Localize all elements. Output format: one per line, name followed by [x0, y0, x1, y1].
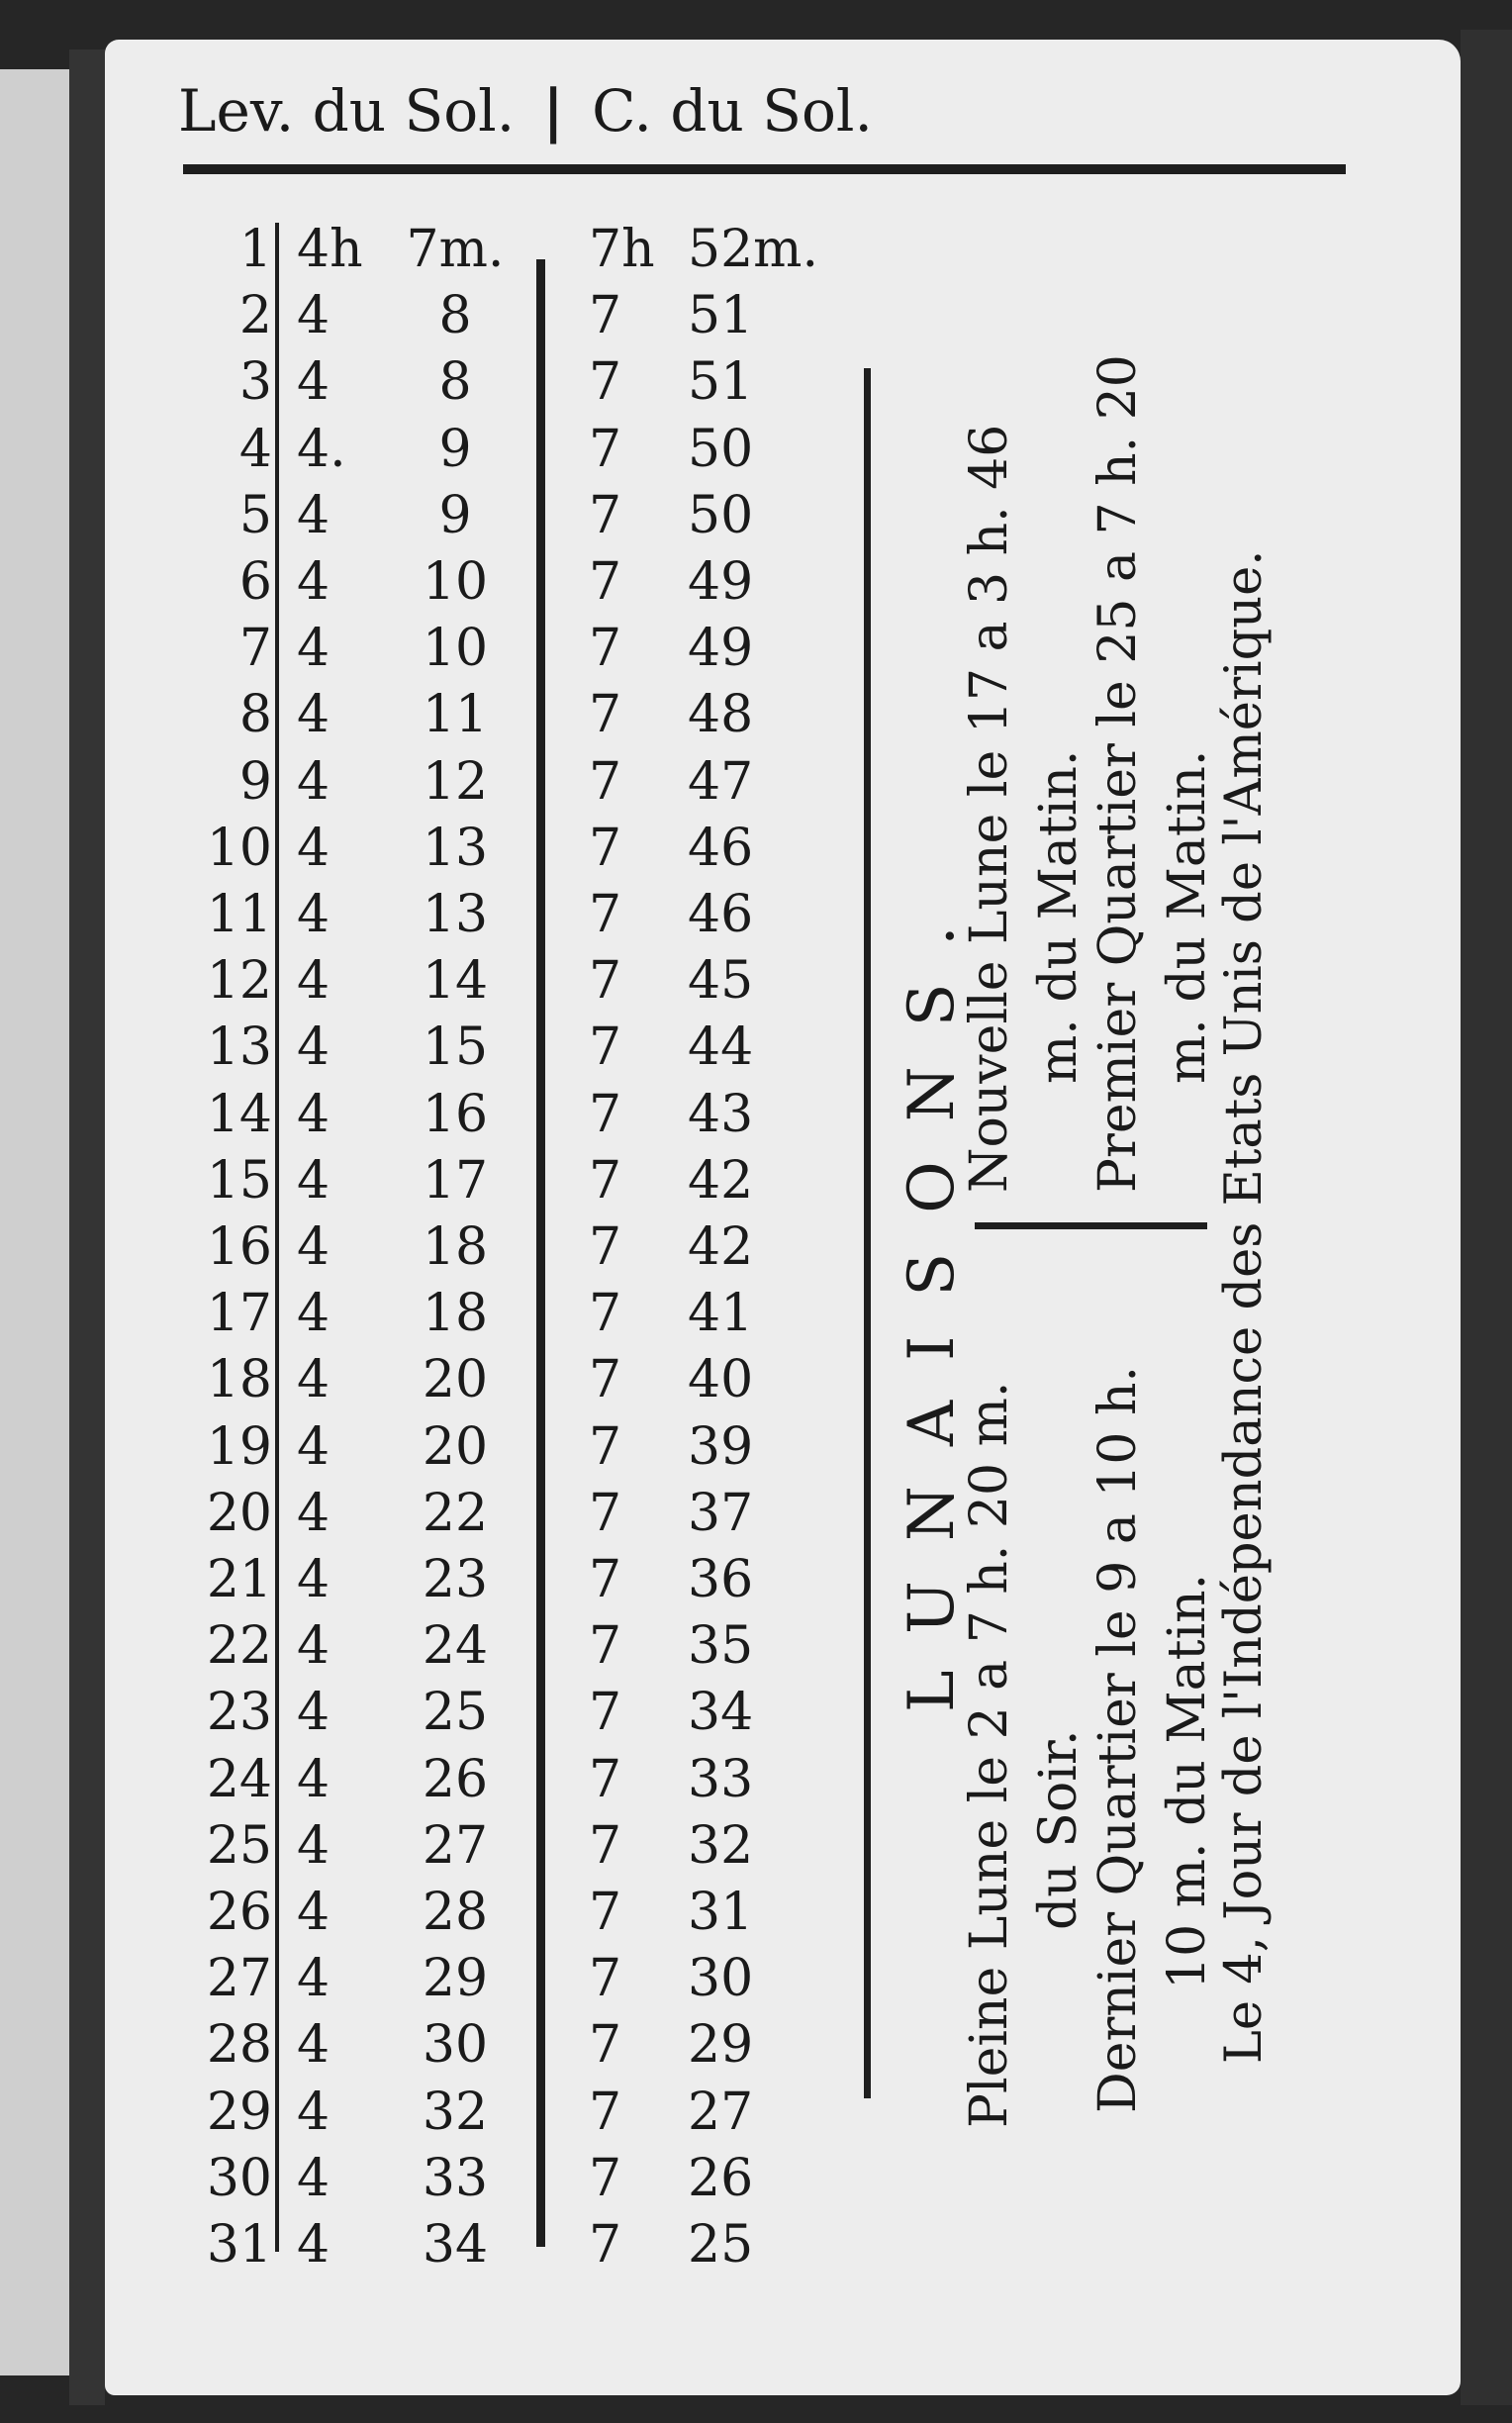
day-number: 11	[206, 885, 272, 944]
day-number: 21	[206, 1550, 272, 1609]
sunrise-hour: 4	[297, 1483, 331, 1543]
nouvelle-lune-line-2: m. du Matin.	[1029, 749, 1088, 1084]
table-row	[0, 951, 871, 1011]
pleine-lune-line-1: Pleine Lune le 2 a 7 h. 20 m.	[960, 1381, 1019, 2128]
table-row	[0, 1151, 871, 1211]
sunset-minute: 46	[688, 885, 754, 944]
sunset-minute: 51	[688, 352, 754, 413]
sunset-minute: 25	[688, 2215, 754, 2275]
sunset-hour: 7	[589, 1550, 622, 1609]
sunset-minute: 30	[688, 1949, 754, 2009]
sunset-hour: 7	[589, 286, 622, 346]
sunrise-minute: 20	[422, 1416, 489, 1477]
day-number: 17	[206, 1284, 272, 1344]
day-number: 15	[206, 1150, 272, 1211]
sunrise-hour: 4	[297, 552, 331, 612]
sunrise-minute: 25	[422, 1683, 489, 1743]
day-number: 25	[206, 1815, 272, 1876]
sunrise-minute: 24	[422, 1616, 489, 1677]
sunset-hour: 7	[589, 1150, 622, 1211]
sunset-hour: 7	[589, 619, 622, 679]
sunset-hour: 7	[589, 1949, 622, 2009]
table-row	[0, 1217, 871, 1277]
table-header	[178, 77, 873, 145]
sunset-header: C. du Sol.	[592, 77, 873, 145]
sunrise-minute: 9	[438, 419, 472, 479]
sunrise-minute: 8	[438, 352, 472, 413]
sunrise-hour: 4	[297, 286, 331, 346]
sunset-minute: 36	[688, 1550, 754, 1609]
sunrise-minute: 28	[422, 1883, 489, 1942]
header-separator: |	[542, 77, 564, 145]
sunrise-hour: 4	[297, 1815, 331, 1876]
sunset-hour: 7	[589, 751, 622, 812]
day-number: 27	[206, 1949, 272, 2009]
sunset-hour: 7	[589, 1815, 622, 1876]
sunrise-hour: 4	[297, 2015, 331, 2076]
sunrise-header: Lev. du Sol.	[178, 77, 516, 145]
sunset-hour: 7	[589, 1749, 622, 1809]
sunrise-hour: 4	[297, 751, 331, 812]
sunset-minute: 42	[688, 1150, 754, 1211]
day-number: 8	[238, 685, 272, 745]
sunset-hour: 7	[589, 552, 622, 612]
table-row	[0, 1816, 871, 1876]
table-row	[0, 1350, 871, 1409]
sunrise-minute: 26	[422, 1749, 489, 1809]
day-number: 20	[206, 1483, 272, 1543]
table-row	[0, 2215, 871, 2275]
sunset-minute: 51	[688, 286, 754, 346]
day-number: 7	[238, 619, 272, 679]
sunset-minute: 47	[688, 751, 754, 812]
sunset-minute: 37	[688, 1483, 754, 1543]
sunrise-hour: 4	[297, 1084, 331, 1144]
premier-quartier-line-1: Premier Quartier le 25 a 7 h. 20	[1088, 354, 1148, 1193]
sunrise-minute: 8	[438, 286, 472, 346]
day-number: 4	[238, 419, 272, 479]
table-row	[0, 1018, 871, 1077]
dernier-quartier-line-2: 10 m. du Matin.	[1158, 1573, 1217, 1989]
sunrise-minute: 18	[422, 1284, 489, 1344]
sunrise-hour: 4	[297, 1416, 331, 1477]
table-row	[0, 1683, 871, 1742]
table-row	[0, 1750, 871, 1809]
sunrise-minute: 7m.	[406, 220, 505, 279]
sunrise-minute: 23	[422, 1550, 489, 1609]
sunrise-minute: 30	[422, 2015, 489, 2076]
sunrise-minute: 13	[422, 885, 489, 944]
sunset-hour: 7	[589, 1616, 622, 1677]
sunrise-hour: 4	[297, 1350, 331, 1410]
day-number: 24	[206, 1749, 272, 1809]
table-row	[0, 552, 871, 612]
sunrise-hour: 4	[297, 619, 331, 679]
table-row	[0, 352, 871, 412]
sunset-hour: 7	[589, 2148, 622, 2208]
sunrise-hour: 4	[297, 1018, 331, 1078]
day-number: 1	[238, 220, 272, 279]
sunrise-minute: 9	[438, 485, 472, 545]
day-number: 29	[206, 2082, 272, 2142]
sunset-minute: 27	[688, 2082, 754, 2142]
sunrise-minute: 32	[422, 2082, 489, 2142]
sunrise-hour: 4	[297, 1683, 331, 1743]
sunrise-minute: 10	[422, 552, 489, 612]
sunset-minute: 31	[688, 1883, 754, 1942]
day-number: 19	[206, 1416, 272, 1477]
table-row	[0, 819, 871, 878]
sunrise-hour: 4	[297, 352, 331, 413]
sunset-minute: 49	[688, 619, 754, 679]
sunrise-hour: 4.	[297, 419, 346, 479]
day-number: 3	[238, 352, 272, 413]
sunset-minute: 39	[688, 1416, 754, 1477]
day-number: 14	[206, 1084, 272, 1144]
sunset-minute: 34	[688, 1683, 754, 1743]
day-number: 6	[238, 552, 272, 612]
table-row	[0, 2083, 871, 2142]
sunset-hour: 7	[589, 352, 622, 413]
table-row	[0, 486, 871, 545]
sunrise-minute: 34	[422, 2215, 489, 2275]
sunset-hour: 7	[589, 419, 622, 479]
sunset-hour: 7	[589, 885, 622, 944]
sunset-minute: 50	[688, 485, 754, 545]
sunset-hour: 7	[589, 1416, 622, 1477]
table-row	[0, 2015, 871, 2075]
sunrise-hour: 4	[297, 1883, 331, 1942]
sunrise-hour: 4	[297, 1749, 331, 1809]
table-row	[0, 1949, 871, 2008]
day-number: 22	[206, 1616, 272, 1677]
sunset-hour: 7	[589, 485, 622, 545]
table-row	[0, 752, 871, 812]
sunrise-hour: 4	[297, 2148, 331, 2208]
sunset-minute: 50	[688, 419, 754, 479]
sunset-hour: 7	[589, 2015, 622, 2076]
sunrise-minute: 17	[422, 1150, 489, 1211]
sunrise-hour: 4	[297, 818, 331, 878]
day-number: 28	[206, 2015, 272, 2076]
sunrise-hour: 4	[297, 485, 331, 545]
sunrise-hour: 4	[297, 885, 331, 944]
table-row	[0, 1284, 871, 1343]
sunset-hour: 7	[589, 1217, 622, 1277]
sunset-hour: 7	[589, 1683, 622, 1743]
sunrise-hour: 4	[297, 2215, 331, 2275]
sunrise-hour: 4	[297, 1284, 331, 1344]
sunrise-minute: 11	[422, 685, 489, 745]
sunrise-minute: 18	[422, 1217, 489, 1277]
page-right-edge	[1461, 30, 1512, 2405]
day-number: 23	[206, 1683, 272, 1743]
sunset-minute: 44	[688, 1018, 754, 1078]
day-number: 10	[206, 818, 272, 878]
day-number: 5	[238, 485, 272, 545]
day-number: 12	[206, 951, 272, 1012]
day-number: 26	[206, 1883, 272, 1942]
nouvelle-lune-line-1: Nouvelle Lune le 17 a 3 h. 46	[960, 424, 1019, 1193]
sunset-minute: 48	[688, 685, 754, 745]
sunset-minute: 46	[688, 818, 754, 878]
sunset-hour: 7	[589, 2082, 622, 2142]
sunrise-hour: 4	[297, 951, 331, 1012]
sunset-hour: 7	[589, 818, 622, 878]
sunrise-hour: 4	[297, 2082, 331, 2142]
sunrise-hour: 4h	[297, 220, 363, 279]
sunrise-minute: 27	[422, 1815, 489, 1876]
sunset-minute: 41	[688, 1284, 754, 1344]
sunset-minute: 43	[688, 1084, 754, 1144]
day-number: 31	[206, 2215, 272, 2275]
sunrise-minute: 12	[422, 751, 489, 812]
day-number: 30	[206, 2148, 272, 2208]
sunrise-minute: 20	[422, 1350, 489, 1410]
sunrise-minute: 14	[422, 951, 489, 1012]
sunset-minute: 33	[688, 1749, 754, 1809]
sunset-minute: 29	[688, 2015, 754, 2076]
pleine-lune-line-2: du Soir.	[1029, 1729, 1088, 1930]
sunset-minute: 35	[688, 1616, 754, 1677]
sunrise-minute: 33	[422, 2148, 489, 2208]
sunset-hour: 7	[589, 2215, 622, 2275]
table-row	[0, 220, 871, 279]
sunrise-hour: 4	[297, 1550, 331, 1609]
lunaisons-rule-left	[864, 368, 871, 2098]
sunrise-minute: 13	[422, 818, 489, 878]
sunrise-hour: 4	[297, 1616, 331, 1677]
sunrise-minute: 15	[422, 1018, 489, 1078]
table-row	[0, 1883, 871, 1942]
sunrise-minute: 22	[422, 1483, 489, 1543]
table-row	[0, 286, 871, 345]
sunrise-minute: 29	[422, 1949, 489, 2009]
table-row	[0, 685, 871, 744]
sunrise-hour: 4	[297, 1150, 331, 1211]
sunset-hour: 7	[589, 1350, 622, 1410]
sunset-hour: 7	[589, 1284, 622, 1344]
lunaisons-rule-top	[975, 1222, 1207, 1229]
day-number: 13	[206, 1018, 272, 1078]
sunset-minute: 45	[688, 951, 754, 1012]
day-number: 16	[206, 1217, 272, 1277]
sunset-hour: 7h	[589, 220, 655, 279]
table-row	[0, 1484, 871, 1543]
sunset-hour: 7	[589, 951, 622, 1012]
table-row	[0, 619, 871, 678]
header-rule	[183, 164, 1346, 174]
table-row	[0, 1417, 871, 1477]
sunrise-minute: 16	[422, 1084, 489, 1144]
sunset-hour: 7	[589, 685, 622, 745]
sunset-minute: 49	[688, 552, 754, 612]
dernier-quartier-line-1: Dernier Quartier le 9 a 10 h.	[1088, 1365, 1148, 2113]
sunset-minute: 26	[688, 2148, 754, 2208]
sunset-minute: 42	[688, 1217, 754, 1277]
sunset-hour: 7	[589, 1084, 622, 1144]
sunrise-hour: 4	[297, 1217, 331, 1277]
independence-note: Le 4, Jour de l'Indépendance des Etats Unis de l'Amérique.	[1215, 549, 1274, 2064]
sunrise-hour: 4	[297, 685, 331, 745]
table-row	[0, 1085, 871, 1144]
table-row	[0, 420, 871, 479]
sunrise-hour: 4	[297, 1949, 331, 2009]
sunset-minute: 52m.	[688, 220, 819, 279]
sunset-minute: 40	[688, 1350, 754, 1410]
sunrise-minute: 10	[422, 619, 489, 679]
sunset-hour: 7	[589, 1883, 622, 1942]
day-number: 18	[206, 1350, 272, 1410]
sunset-minute: 32	[688, 1815, 754, 1876]
sunset-hour: 7	[589, 1483, 622, 1543]
day-number: 2	[238, 286, 272, 346]
table-row	[0, 885, 871, 944]
table-row	[0, 1616, 871, 1676]
sunset-hour: 7	[589, 1018, 622, 1078]
day-number: 9	[238, 751, 272, 812]
lunaisons-title: LUNAISONS.	[896, 886, 969, 1712]
table-row	[0, 1550, 871, 1609]
premier-quartier-line-2: m. du Matin.	[1158, 749, 1217, 1084]
table-row	[0, 2149, 871, 2208]
